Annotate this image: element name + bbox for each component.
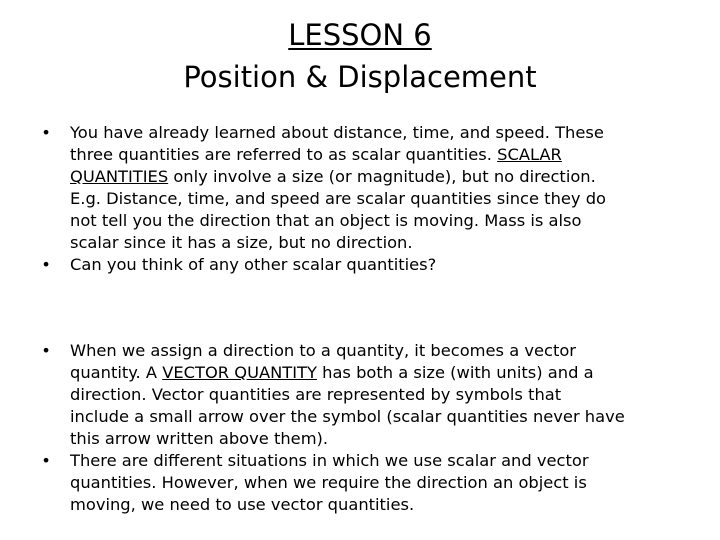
text-segment: There are different situations in which we use scalar and vector [70, 451, 589, 470]
bullet-icon: • [41, 255, 51, 274]
bullet-list-scalar [40, 122, 705, 276]
underlined-term: QUANTITIES [70, 167, 169, 186]
text-segment: include a small arrow over the symbol (scalar quantities never have [70, 407, 625, 426]
text-segment: moving, we need to use vector quantities. [70, 495, 415, 514]
bullet-item [40, 254, 705, 276]
text-line [70, 210, 705, 232]
bullet-list-vector [40, 340, 705, 516]
text-line [70, 450, 705, 472]
underlined-term: VECTOR QUANTITY [162, 363, 317, 382]
text-segment: only involve a size (or magnitude), but no direction. [168, 167, 596, 186]
text-segment: When we assign a direction to a quantity, it becomes a vector [70, 341, 576, 360]
text-line [70, 188, 705, 210]
text-segment: three quantities are referred to as scalar quantities. [70, 145, 498, 164]
text-line [70, 406, 705, 428]
bullet-item [40, 122, 705, 254]
bullet-icon: • [41, 123, 51, 142]
text-line [70, 494, 705, 516]
text-line [70, 254, 705, 276]
text-line [70, 428, 705, 450]
text-segment: has both a size (with units) and a [316, 363, 594, 382]
text-segment: Can you think of any other scalar quantities? [70, 255, 437, 274]
slide-title: LESSON 6 [288, 18, 432, 52]
title-block [0, 14, 720, 98]
bullet-icon: • [41, 341, 51, 360]
text-line [70, 362, 705, 384]
text-line [70, 384, 705, 406]
bullet-item [40, 340, 705, 450]
text-segment: quantity. A [70, 363, 163, 382]
text-segment: scalar since it has a size, but no direction. [70, 233, 413, 252]
slide-subtitle: Position & Displacement [183, 60, 537, 94]
text-line [70, 472, 705, 494]
text-segment: You have already learned about distance, time, and speed. These [70, 123, 604, 142]
text-line [70, 144, 705, 166]
text-segment: not tell you the direction that an object is moving. Mass is also [70, 211, 582, 230]
text-segment: this arrow written above them). [70, 429, 329, 448]
text-line [70, 122, 705, 144]
underlined-term: SCALAR [497, 145, 562, 164]
text-line [70, 166, 705, 188]
text-segment: direction. Vector quantities are represented by symbols that [70, 385, 562, 404]
bullet-icon: • [41, 451, 51, 470]
text-line [70, 232, 705, 254]
text-segment: E.g. Distance, time, and speed are scalar quantities since they do [70, 189, 607, 208]
text-segment: quantities. However, when we require the direction an object is [70, 473, 587, 492]
text-line [70, 340, 705, 362]
bullet-item [40, 450, 705, 516]
